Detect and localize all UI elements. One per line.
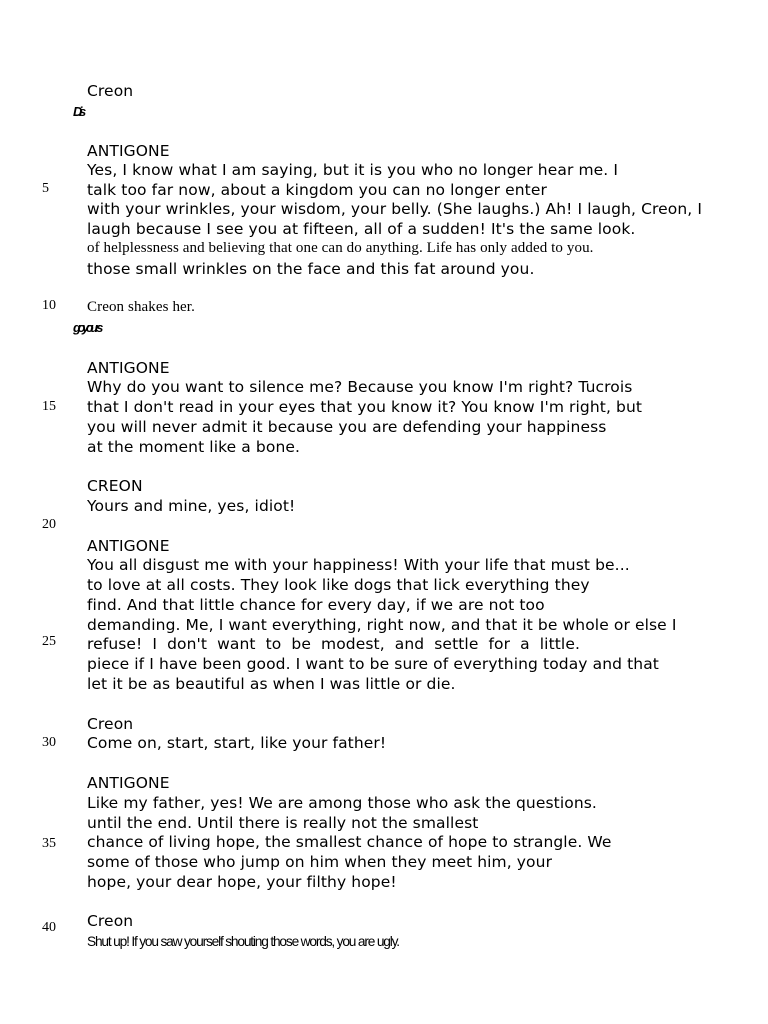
dialogue-line: let it be as beautiful as when I was little or die. xyxy=(87,675,456,693)
line-number: 35 xyxy=(42,836,56,851)
dialogue-line: Come on, start, start, like your father! xyxy=(87,734,387,752)
dialogue-line: You all disgust me with your happiness! With your life that must be... xyxy=(87,556,630,574)
speaker-name: ANTIGONE xyxy=(87,537,170,555)
line-number: 15 xyxy=(42,399,56,414)
dialogue-line: demanding. Me, I want everything, right now, and that it be whole or else I xyxy=(87,616,677,634)
speaker-name: Creon xyxy=(87,912,134,930)
dialogue-line: Yes, I know what I am saying, but it is you who no longer hear me. I xyxy=(87,161,618,179)
dialogue-line: until the end. Until there is really not the smallest xyxy=(87,814,479,832)
dialogue-line: Like my father, yes! We are among those who ask the questions. xyxy=(87,794,597,812)
dialogue-line: of helplessness and believing that one can do anything. Life has only added to you. xyxy=(87,240,594,256)
garbled-mark: go yours xyxy=(73,320,100,335)
line-number: 5 xyxy=(42,181,49,196)
dialogue-line: with your wrinkles, your wisdom, your belly. (She laughs.) Ah! I laugh, Creon, I xyxy=(87,200,702,218)
dialogue-line: Yours and mine, yes, idiot! xyxy=(87,497,296,515)
dialogue-line: that I don't read in your eyes that you know it? You know I'm right, but xyxy=(87,398,643,416)
dialogue-line: some of those who jump on him when they meet him, your xyxy=(87,853,553,871)
dialogue-line: find. And that little chance for every day, if we are not too xyxy=(87,596,545,614)
dialogue-line: piece if I have been good. I want to be sure of everything today and that xyxy=(87,655,659,673)
dialogue-line: those small wrinkles on the face and this fat around you. xyxy=(87,260,535,278)
speaker-name: ANTIGONE xyxy=(87,774,170,792)
dialogue-line: to love at all costs. They look like dogs that lick everything they xyxy=(87,576,590,594)
stage-direction: Creon shakes her. xyxy=(87,299,195,315)
line-number: 10 xyxy=(42,298,56,313)
speaker-name: ANTIGONE xyxy=(87,142,170,160)
line-number: 25 xyxy=(42,634,56,649)
speaker-name: CREON xyxy=(87,477,143,495)
dialogue-line: talk too far now, about a kingdom you can no longer enter xyxy=(87,181,547,199)
line-number: 40 xyxy=(42,920,56,935)
speaker-name: ANTIGONE xyxy=(87,359,170,377)
line-number: 30 xyxy=(42,735,56,750)
dialogue-line: chance of living hope, the smallest chance of hope to strangle. We xyxy=(87,833,612,851)
speaker-name: Creon xyxy=(87,82,134,100)
line-number: 20 xyxy=(42,517,56,532)
dialogue-line: Shut up! If you saw yourself shouting those words, you are ugly. xyxy=(87,933,399,949)
dialogue-line: Why do you want to silence me? Because you know I'm right? Tucrois xyxy=(87,378,633,396)
dialogue-line: at the moment like a bone. xyxy=(87,438,301,456)
dialogue-line: laugh because I see you at fifteen, all of a sudden! It's the same look. xyxy=(87,220,636,238)
dialogue-line: hope, your dear hope, your filthy hope! xyxy=(87,873,397,891)
dialogue-line: you will never admit it because you are defending your happiness xyxy=(87,418,607,436)
garbled-mark: Dis xyxy=(73,104,83,119)
dialogue-line: refuse! I don't want to be modest, and settle for a little. xyxy=(87,635,580,653)
speaker-name: Creon xyxy=(87,715,134,733)
